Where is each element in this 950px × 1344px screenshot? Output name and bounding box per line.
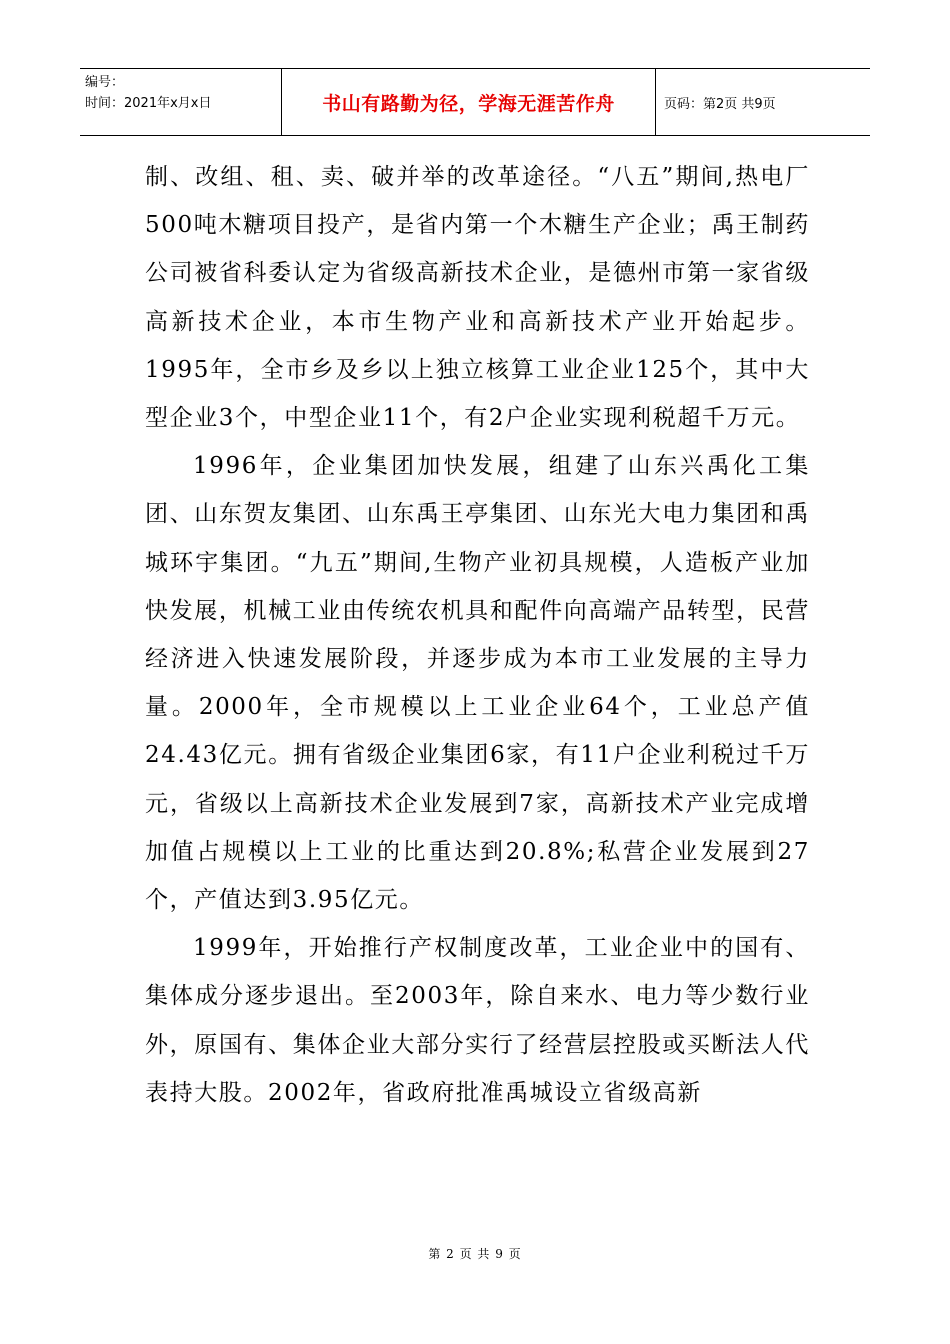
paragraph-1: 制、改组、租、卖、破并举的改革途径。“八五”期间,热电厂500吨木糖项目投产，是省内第一个木糖生产企业；禹王制药公司被省科委认定为省级高新技术企业，是德州市第一家省级高新技术企业，本市生物产业和高新技术产业开始起步。1995年，全市乡及乡以上独立核算工业企业125个，其中大型企业3个，中型企业11个，有2户企业实现利税超千万元。 (145, 164, 810, 432)
paragraph-2: 1996年，企业集团加快发展，组建了山东兴禹化工集团、山东贺友集团、山东禹王亭集团、山东光大电力集团和禹城环宇集团。“九五”期间,生物产业初具规模，人造板产业加快发展，机械工业由传统农机具和配件向高端产品转型，民营经济进入快速发展阶段，并逐步成为本市工业发展的主导力量。2000年，全市规模以上工业企业64个，工业总产值24.43亿元。拥有省级企业集团6家，有11户企业利税过千万元，省级以上高新技术企业发展到7家，高新技术产业完成增加值占规模以上工业的比重达到20.8%;私营企业发展到27个，产值达到3.95亿元。 (145, 453, 810, 914)
page-header (80, 68, 870, 136)
header-meta (80, 69, 281, 135)
header-motto: 书山有路勤为径，学海无涯苦作舟 (281, 69, 656, 135)
header-page-info: 页码：第2页 共9页 (664, 96, 776, 112)
paragraph-3: 1999年，开始推行产权制度改革，工业企业中的国有、集体成分逐步退出。至2003年，除自来水、电力等少数行业外，原国有、集体企业大部分实行了经营层控股或买断法人代表持大股。2002年，省政府批准禹城设立省级高新 (145, 935, 810, 1106)
page-footer: 第 2 页 共 9 页 (428, 1247, 522, 1261)
document-time-label: 时间：2021年x月x日 (85, 96, 212, 111)
document-body (145, 153, 810, 1117)
document-number-label: 编号： (85, 75, 125, 90)
